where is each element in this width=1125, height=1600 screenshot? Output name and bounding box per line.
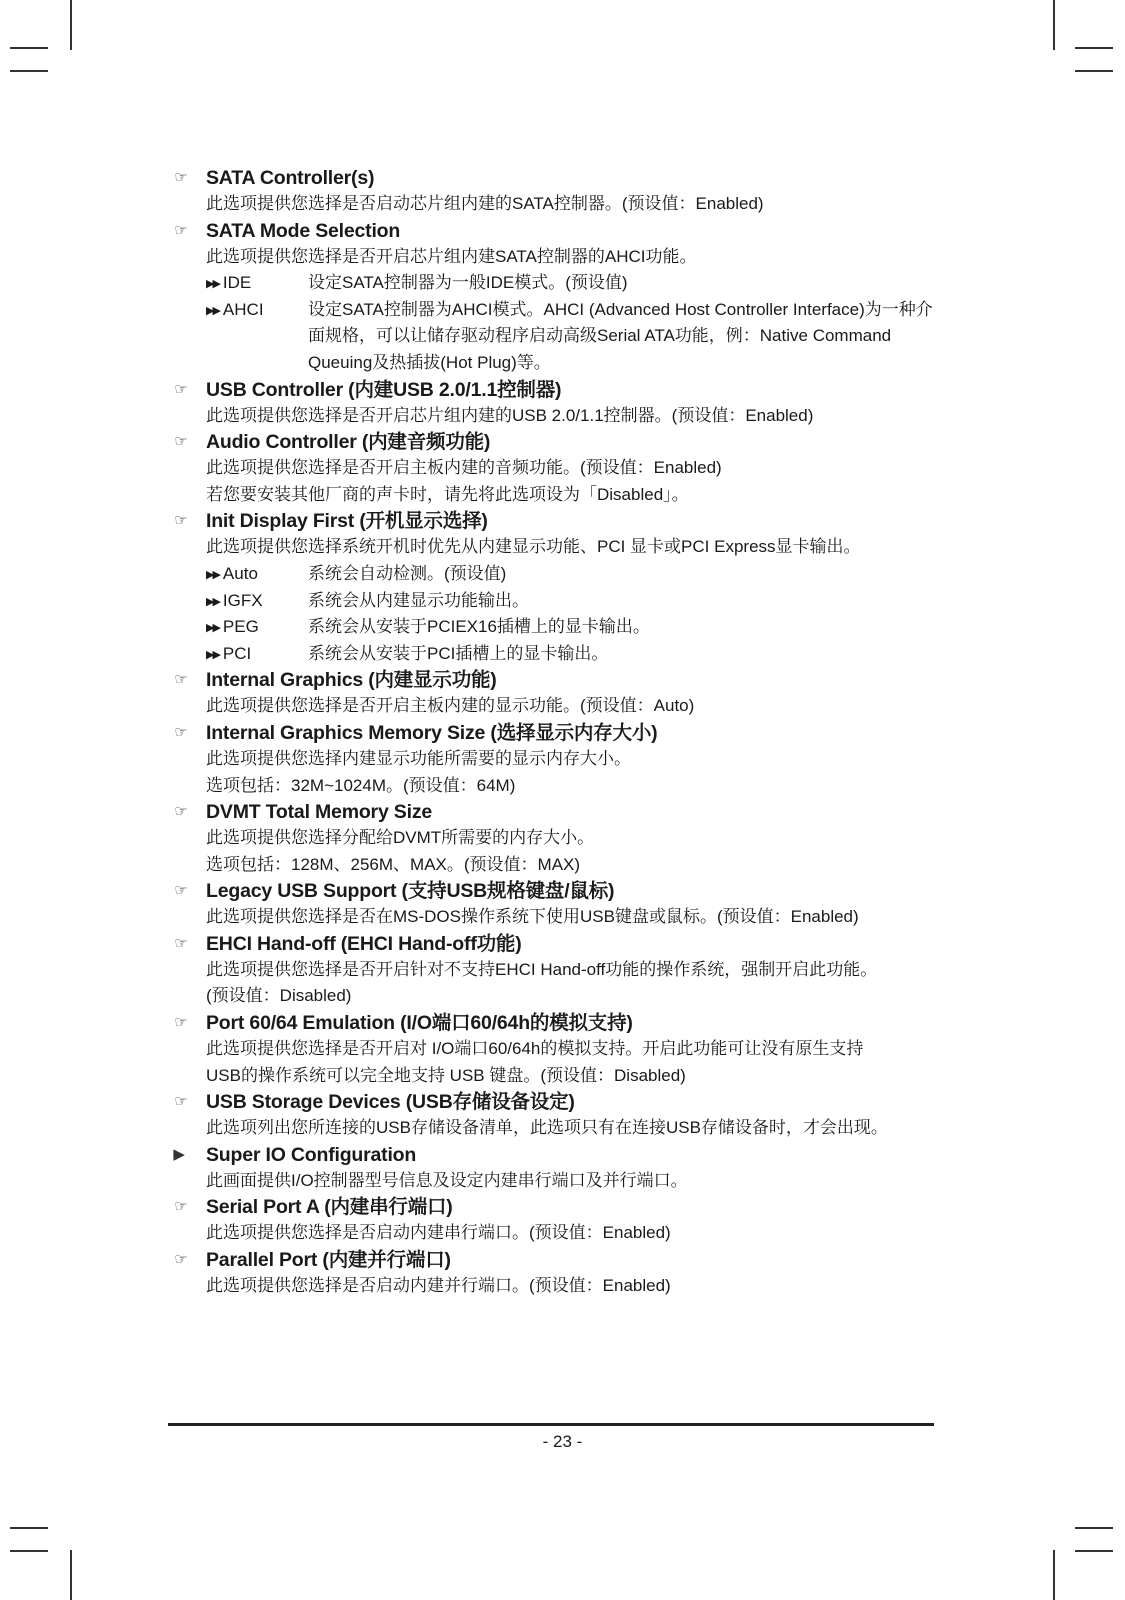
description-line: 此选项提供您选择是否开启主板内建的显示功能。(预设值：Auto) xyxy=(206,696,695,716)
setting-description xyxy=(168,1168,943,1195)
option-key-label: IDE xyxy=(222,273,252,293)
description-line: 此画面提供I/O控制器型号信息及设定内建串行端口及并行端口。 xyxy=(206,1170,688,1190)
double-arrow-icon: ▶▶ xyxy=(206,304,219,317)
description-line: 此选项提供您选择是否启动芯片组内建的SATA控制器。(预设值：Enabled) xyxy=(206,194,764,213)
option-key xyxy=(206,614,306,642)
setting-item xyxy=(168,1247,943,1300)
setting-title-text: Super IO Configuration xyxy=(206,1143,417,1166)
setting-item xyxy=(168,931,943,1010)
setting-item xyxy=(168,429,943,508)
description-line: 选项包括：32M~1024M。(预设值：64M) xyxy=(206,775,516,795)
option-row xyxy=(168,270,943,297)
setting-title xyxy=(168,799,943,825)
setting-description xyxy=(168,191,943,218)
option-value xyxy=(206,297,943,377)
setting-title-text: Internal Graphics Memory Size (选择显示内存大小) xyxy=(206,721,658,744)
option-key-label: Auto xyxy=(222,563,258,583)
option-value-line: 面规格，可以让储存驱动程序启动高级Serial ATA功能，例：Native Command xyxy=(308,326,892,346)
setting-title-text: Port 60/64 Emulation (I/O端口60/64h的模拟支持) xyxy=(206,1012,633,1035)
bios-settings-list xyxy=(168,165,943,1300)
setting-description xyxy=(168,1036,943,1089)
setting-title xyxy=(168,1194,943,1220)
option-key-label: PEG xyxy=(222,617,259,637)
crop-mark xyxy=(1075,1550,1113,1552)
description-line: (预设值：Disabled) xyxy=(206,986,352,1006)
setting-item xyxy=(168,218,943,377)
setting-title xyxy=(168,1089,943,1115)
setting-title xyxy=(168,377,943,403)
description-line: 此选项提供您选择分配给DVMT所需要的内存大小。 xyxy=(206,828,595,848)
setting-title xyxy=(168,878,943,904)
submenu-triangle-icon: ▶ xyxy=(173,1145,185,1163)
setting-title-text: Legacy USB Support (支持USB规格键盘/鼠标) xyxy=(206,880,615,903)
option-value xyxy=(206,270,943,297)
setting-item xyxy=(168,165,943,218)
setting-title xyxy=(168,1010,943,1036)
option-value-line: 系统会从安装于PCI插槽上的显卡输出。 xyxy=(308,643,609,663)
setting-title-text: SATA Mode Selection xyxy=(206,219,401,242)
setting-title xyxy=(168,1247,943,1273)
description-line: 此选项提供您选择是否启动内建串行端口。(预设值：Enabled) xyxy=(206,1223,671,1243)
setting-item xyxy=(168,508,943,667)
crop-mark xyxy=(1053,0,1055,50)
setting-title-text: Serial Port A (内建串行端口) xyxy=(206,1196,453,1219)
pointing-hand-icon: ☞ xyxy=(174,512,188,530)
crop-mark xyxy=(10,47,48,49)
description-line: 选项包括：128M、256M、MAX。(预设值：MAX) xyxy=(206,854,581,874)
setting-title-text: EHCI Hand-off (EHCI Hand-off功能) xyxy=(206,932,522,955)
setting-title-text: Internal Graphics (内建显示功能) xyxy=(206,669,497,692)
crop-mark xyxy=(70,0,72,50)
option-value xyxy=(206,641,943,668)
setting-title xyxy=(168,667,943,693)
crop-mark xyxy=(1075,70,1113,72)
setting-item xyxy=(168,878,943,931)
option-row xyxy=(168,614,943,641)
pointing-hand-icon: ☞ xyxy=(174,221,188,239)
setting-item xyxy=(168,1010,943,1089)
description-line: 若您要安装其他厂商的声卡时，请先将此选项设为「Disabled」。 xyxy=(206,484,689,504)
crop-mark xyxy=(1053,1550,1055,1600)
setting-description xyxy=(168,825,943,878)
double-arrow-icon: ▶▶ xyxy=(206,648,219,661)
pointing-hand-icon: ☞ xyxy=(174,934,188,952)
option-key xyxy=(206,297,306,325)
description-line: 此选项提供您选择系统开机时优先从内建显示功能、PCI 显卡或PCI Express显卡输出。 xyxy=(206,537,861,557)
option-value-line: 系统会自动检测。(预设值) xyxy=(308,563,507,583)
option-row xyxy=(168,297,943,377)
setting-title-text: SATA Controller(s) xyxy=(206,167,375,189)
pointing-hand-icon: ☞ xyxy=(174,671,188,689)
crop-mark xyxy=(1075,47,1113,49)
setting-description xyxy=(168,534,943,561)
setting-title-text: DVMT Total Memory Size xyxy=(206,801,433,824)
crop-mark xyxy=(10,70,48,72)
crop-mark xyxy=(10,1527,48,1529)
setting-description xyxy=(168,904,943,931)
option-row xyxy=(168,641,943,668)
option-key xyxy=(206,561,306,589)
option-value xyxy=(206,614,943,641)
description-line: 此选项提供您选择是否启动内建并行端口。(预设值：Enabled) xyxy=(206,1276,671,1296)
description-line: 此选项提供您选择是否开启主板内建的音频功能。(预设值：Enabled) xyxy=(206,458,722,478)
pointing-hand-icon: ☞ xyxy=(174,1014,188,1032)
setting-description xyxy=(168,403,943,430)
setting-description xyxy=(168,455,943,508)
description-line: 此选项提供您选择是否开启对 I/O端口60/64h的模拟支持。开启此功能可让没有原生支持 xyxy=(206,1039,864,1059)
description-line: 此选项提供您选择是否开启针对不支持EHCI Hand-off功能的操作系统，强制开启此功能。 xyxy=(206,959,878,979)
setting-item xyxy=(168,1089,943,1142)
description-line: 此选项列出您所连接的USB存储设备清单，此选项只有在连接USB存储设备时，才会出现。 xyxy=(206,1118,888,1138)
pointing-hand-icon: ☞ xyxy=(174,1093,188,1111)
setting-item xyxy=(168,799,943,878)
setting-description xyxy=(168,1220,943,1247)
setting-title-text: USB Controller (内建USB 2.0/1.1控制器) xyxy=(206,378,562,401)
pointing-hand-icon: ☞ xyxy=(174,433,188,451)
setting-title xyxy=(168,429,943,455)
description-line: 此选项提供您选择内建显示功能所需要的显示内存大小。 xyxy=(206,748,631,768)
option-key-label: IGFX xyxy=(222,590,263,610)
setting-title xyxy=(168,218,943,244)
option-row xyxy=(168,561,943,588)
pointing-hand-icon: ☞ xyxy=(174,380,188,398)
pointing-hand-icon: ☞ xyxy=(174,882,188,900)
pointing-hand-icon: ☞ xyxy=(174,1198,188,1216)
option-value xyxy=(206,561,943,588)
footer-divider xyxy=(168,1423,934,1426)
pointing-hand-icon: ☞ xyxy=(174,1251,188,1269)
setting-title-text: Init Display First (开机显示选择) xyxy=(206,510,488,533)
setting-item xyxy=(168,1194,943,1247)
crop-mark xyxy=(1075,1527,1113,1529)
double-arrow-icon: ▶▶ xyxy=(206,278,219,291)
setting-description xyxy=(168,957,943,1010)
double-arrow-icon: ▶▶ xyxy=(206,595,219,608)
option-key xyxy=(206,270,306,298)
description-line: USB的操作系统可以完全地支持 USB 键盘。(预设值：Disabled) xyxy=(206,1065,686,1085)
double-arrow-icon: ▶▶ xyxy=(206,622,219,635)
setting-title-text: USB Storage Devices (USB存储设备设定) xyxy=(206,1091,575,1114)
setting-title-text: Audio Controller (内建音频功能) xyxy=(206,431,491,454)
option-value-line: Queuing及热插拔(Hot Plug)等。 xyxy=(308,352,551,372)
setting-title xyxy=(168,508,943,534)
option-key-label: AHCI xyxy=(222,299,264,319)
setting-item xyxy=(168,377,943,430)
option-value xyxy=(206,588,943,615)
setting-description xyxy=(168,1273,943,1300)
option-key xyxy=(206,641,306,669)
option-key-label: PCI xyxy=(222,643,252,663)
setting-title-text: Parallel Port (内建并行端口) xyxy=(206,1249,451,1272)
page-number: - 23 - xyxy=(542,1432,583,1451)
description-line: 此选项提供您选择是否在MS-DOS操作系统下使用USB键盘或鼠标。(预设值：Enabled) xyxy=(206,907,859,927)
setting-description xyxy=(168,244,943,271)
option-value-line: 设定SATA控制器为AHCI模式。AHCI (Advanced Host Controller Interface)为一种介 xyxy=(308,299,933,319)
description-line: 此选项提供您选择是否开启芯片组内建的USB 2.0/1.1控制器。(预设值：Enabled) xyxy=(206,405,814,425)
option-value-line: 设定SATA控制器为一般IDE模式。(预设值) xyxy=(308,273,628,293)
pointing-hand-icon: ☞ xyxy=(174,803,188,821)
setting-title xyxy=(168,1142,943,1168)
option-value-line: 系统会从安装于PCIEX16插槽上的显卡输出。 xyxy=(308,617,650,637)
setting-title xyxy=(168,720,943,746)
setting-title xyxy=(168,931,943,957)
option-row xyxy=(168,588,943,615)
option-value-line: 系统会从内建显示功能输出。 xyxy=(308,590,529,610)
setting-description xyxy=(168,693,943,720)
description-line: 此选项提供您选择是否开启芯片组内建SATA控制器的AHCI功能。 xyxy=(206,246,697,266)
setting-title xyxy=(168,165,943,191)
setting-item xyxy=(168,667,943,720)
pointing-hand-icon: ☞ xyxy=(174,169,188,186)
setting-item xyxy=(168,720,943,799)
setting-item xyxy=(168,1142,943,1195)
crop-mark xyxy=(10,1550,48,1552)
option-key xyxy=(206,588,306,616)
pointing-hand-icon: ☞ xyxy=(174,723,188,741)
double-arrow-icon: ▶▶ xyxy=(206,568,219,581)
setting-description xyxy=(168,746,943,799)
crop-mark xyxy=(70,1550,72,1600)
setting-description xyxy=(168,1115,943,1142)
